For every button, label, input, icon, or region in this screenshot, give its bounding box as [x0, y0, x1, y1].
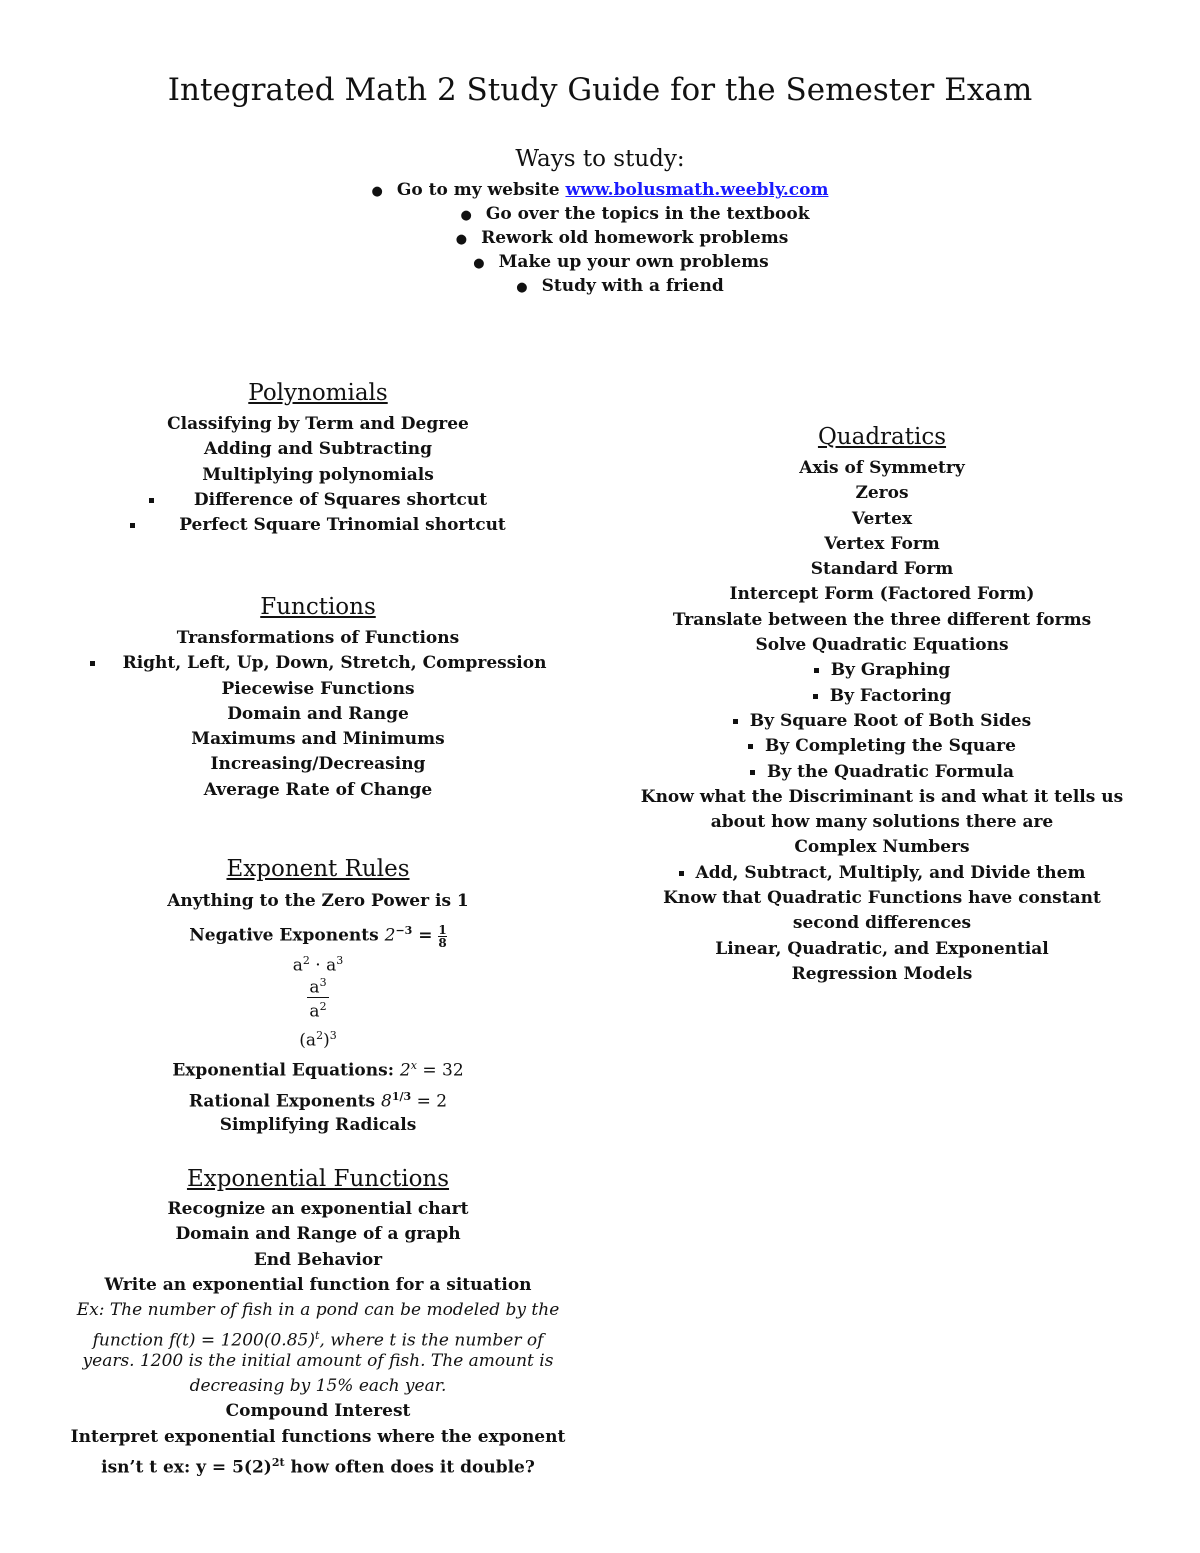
- rational-exponents: Rational Exponents $8^{1/3} = 2$: [188, 1090, 448, 1112]
- list-item: Maximums and Minimums: [191, 729, 445, 750]
- list-item: Know that Quadratic Functions have constant: [663, 888, 1101, 909]
- example-text: decreasing by 15% each year.: [189, 1376, 447, 1397]
- list-item: second differences: [792, 913, 972, 934]
- list-item: Multiplying polynomials: [202, 464, 434, 485]
- list-item: Difference of Squares shortcut: [60, 488, 576, 513]
- list-item: Piecewise Functions: [221, 678, 415, 699]
- polynomials-heading: Polynomials: [248, 380, 388, 406]
- list-item: Zeros: [855, 483, 909, 504]
- list-item: Right, Left, Up, Down, Stretch, Compression: [60, 651, 576, 676]
- square-bullet-icon: [813, 694, 818, 699]
- list-item: Adding and Subtracting: [203, 439, 433, 460]
- ways-item: ● Go over the topics in the textbook: [460, 204, 810, 224]
- example-text: years. 1200 is the initial amount of fish. The amount is: [82, 1350, 554, 1371]
- quadratics-list: [640, 456, 1124, 987]
- quotient-rule: $\frac{a^3}{a^2}$: [309, 976, 327, 1022]
- list-item: Translate between the three different forms: [672, 609, 1092, 630]
- list-item: Vertex Form: [824, 533, 940, 554]
- list-item: Add, Subtract, Multiply, and Divide them: [640, 861, 1124, 886]
- website-link[interactable]: www.bolusmath.weebly.com: [565, 180, 829, 200]
- simplifying-radicals: Simplifying Radicals: [219, 1115, 417, 1135]
- example-text: function $f(t) = 1200(0.85)^t$, where t is the number of: [92, 1329, 544, 1352]
- ways-item: ● Rework old homework problems: [455, 228, 789, 248]
- list-item: Intercept Form (Factored Form): [729, 584, 1035, 605]
- bullet-icon: ●: [473, 256, 485, 271]
- bullet-icon: ●: [455, 232, 468, 247]
- polynomials-list: [60, 412, 576, 538]
- product-rule: $a^2 \cdot a^3$: [292, 954, 344, 976]
- list-item: Domain and Range of a graph: [175, 1224, 461, 1245]
- list-item: Average Rate of Change: [203, 779, 433, 800]
- list-item: Recognize an exponential chart: [167, 1199, 469, 1219]
- list-item: End Behavior: [253, 1249, 383, 1270]
- functions-list: [60, 626, 576, 803]
- ways-heading: Ways to study:: [515, 146, 685, 172]
- exponential-functions-heading: Exponential Functions: [186, 1166, 450, 1192]
- functions-heading: Functions: [260, 594, 376, 620]
- power-rule: $(a^2)^3$: [299, 1029, 337, 1051]
- list-item: Perfect Square Trinomial shortcut: [60, 513, 576, 538]
- fraction: $\frac{1}{8}$: [438, 922, 447, 950]
- negative-exponent-rule: Negative Exponents $2^{-3}$ = $\frac{1}{8}$: [189, 922, 447, 950]
- bullet-icon: ●: [371, 184, 383, 199]
- ways-item: ● Go to my website www.bolusmath.weebly.com: [371, 180, 829, 200]
- list-item: By Factoring: [640, 684, 1124, 709]
- exponential-functions-list: [60, 1197, 576, 1478]
- list-item: Complex Numbers: [794, 837, 970, 858]
- square-bullet-icon: [733, 719, 738, 724]
- quadratics-heading: Quadratics: [817, 424, 947, 450]
- list-item: about how many solutions there are: [710, 812, 1054, 833]
- square-bullet-icon: [748, 744, 753, 749]
- square-bullet-icon: [149, 498, 154, 503]
- list-item: By Square Root of Both Sides: [640, 709, 1124, 734]
- list-item: Transformations of Functions: [176, 628, 460, 648]
- list-item: Regression Models: [791, 963, 973, 984]
- exponent-rules-heading: Exponent Rules: [226, 856, 410, 882]
- square-bullet-icon: [130, 523, 135, 528]
- exponent-rules-block: [60, 888, 576, 1138]
- list-item: isn’t t ex: $y = 5(2)^{2t}$ how often does it double?: [101, 1455, 535, 1478]
- list-item: Compound Interest: [225, 1401, 411, 1422]
- bullet-icon: ●: [516, 280, 528, 295]
- ways-item: ● Study with a friend: [516, 276, 724, 296]
- left-column: [60, 0, 576, 1553]
- ways-item: ● Make up your own problems: [473, 252, 769, 272]
- list-item: Domain and Range: [227, 703, 409, 724]
- zero-power-rule: Anything to the Zero Power is 1: [167, 891, 469, 911]
- list-item: Solve Quadratic Equations: [755, 635, 1009, 656]
- list-item: Increasing/Decreasing: [210, 754, 426, 775]
- list-item: Write an exponential function for a situation: [104, 1274, 532, 1295]
- exponential-equations: Exponential Equations: $2^x = 32$: [172, 1059, 464, 1081]
- list-item: Interpret exponential functions where the exponent: [70, 1426, 566, 1447]
- list-item: By Completing the Square: [640, 734, 1124, 759]
- bullet-icon: ●: [460, 208, 472, 223]
- list-item: Axis of Symmetry: [799, 458, 965, 478]
- right-column: [640, 0, 1124, 1553]
- list-item: Classifying by Term and Degree: [167, 414, 469, 434]
- square-bullet-icon: [90, 661, 95, 666]
- list-item: Linear, Quadratic, and Exponential: [715, 938, 1049, 959]
- list-item: By the Quadratic Formula: [640, 760, 1124, 785]
- square-bullet-icon: [679, 871, 684, 876]
- list-item: Standard Form: [810, 559, 954, 580]
- example-text: Ex: The number of fish in a pond can be modeled by the: [76, 1300, 560, 1321]
- square-bullet-icon: [814, 668, 819, 673]
- square-bullet-icon: [750, 770, 755, 775]
- page-title: Integrated Math 2 Study Guide for the Semester Exam: [167, 72, 1033, 108]
- list-item: Vertex: [851, 508, 913, 529]
- list-item: Know what the Discriminant is and what it tells us: [640, 786, 1124, 807]
- list-item: By Graphing: [640, 658, 1124, 683]
